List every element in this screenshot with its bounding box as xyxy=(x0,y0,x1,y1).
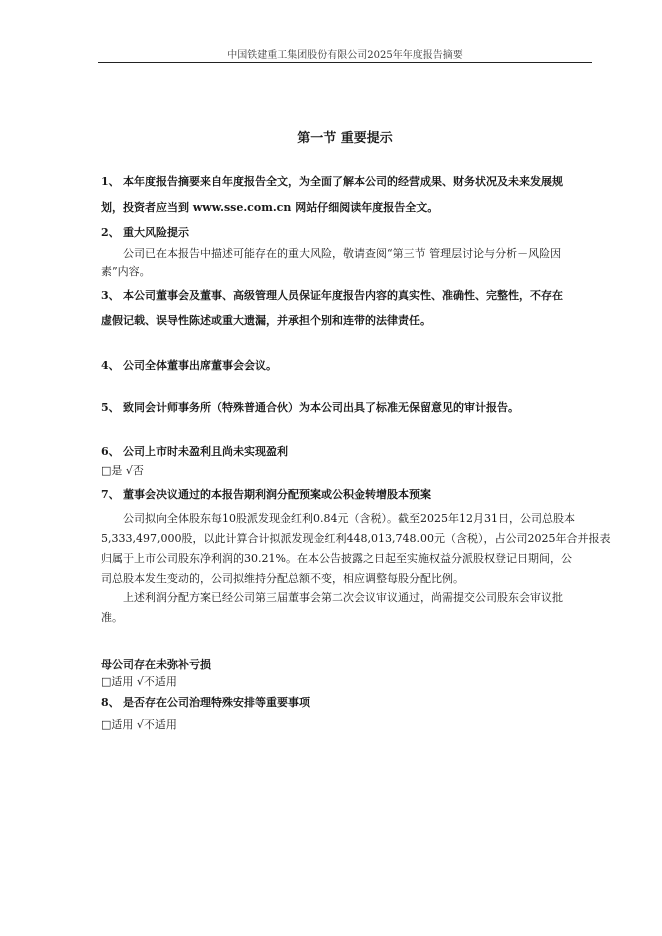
item-4 xyxy=(101,357,593,374)
item-6-options: □是 √否 xyxy=(101,464,144,477)
section-title: 第一节 重要提示 xyxy=(297,131,393,146)
item-3-number: 3、 xyxy=(101,289,120,302)
item-4-text: 公司全体董事出席董事会会议。 xyxy=(123,359,277,372)
item-7-title: 董事会决议通过的本报告期利润分配预案或公积金转增股本预案 xyxy=(123,488,431,501)
item-6-title: 公司上市时未盈利且尚未实现盈利 xyxy=(123,445,288,458)
item-3-line-1 xyxy=(101,287,593,304)
parent-loss-options: □适用 √不适用 xyxy=(101,675,177,688)
item-1-text-1: 本年度报告摘要来自年度报告全文，为全面了解本公司的经营成果、财务状况及未来发展规 xyxy=(123,175,563,188)
item-7-para-2-line-1: 上述利润分配方案已经公司第三届董事会第二次会议审议通过，尚需提交公司股东会审议批 xyxy=(123,591,563,604)
parent-loss-heading: 母公司存在未弥补亏损 xyxy=(101,658,211,671)
item-1-number: 1、 xyxy=(101,175,120,188)
item-2-body-line-1: 公司已在本报告中描述可能存在的重大风险，敬请查阅“第三节 管理层讨论与分析－风险因 xyxy=(123,247,562,260)
item-7-number: 7、 xyxy=(101,488,120,501)
item-8-number: 8、 xyxy=(101,696,120,709)
item-6-heading xyxy=(101,443,593,460)
item-5 xyxy=(101,399,593,416)
item-3-line-2: 虚假记载、误导性陈述或重大遗漏，并承担个别和连带的法律责任。 xyxy=(101,314,431,327)
item-4-number: 4、 xyxy=(101,359,120,372)
item-8-heading xyxy=(101,694,593,711)
item-8-options: □适用 √不适用 xyxy=(101,718,177,731)
item-6-number: 6、 xyxy=(101,445,120,458)
item-7-para-1-line-4: 司总股本发生变动的，公司拟维持分配总额不变，相应调整每股分配比例。 xyxy=(101,572,464,585)
report-header: 中国铁建重工集团股份有限公司2025年年度报告摘要 xyxy=(227,50,463,61)
item-7-para-2-line-2: 准。 xyxy=(101,611,123,624)
item-7-para-1-line-3: 归属于上市公司股东净利润的30.21%。在本公告披露之日起至实施权益分派股权登记日期间，公 xyxy=(101,552,572,565)
item-8-title: 是否存在公司治理特殊安排等重要事项 xyxy=(123,696,310,709)
header-divider xyxy=(98,62,592,63)
item-7-para-1-line-1: 公司拟向全体股东每10股派发现金红利0.84元（含税）。截至2025年12月31日，公司总股本 xyxy=(123,512,575,525)
item-7-para-1-line-2: 5,333,497,000股，以此计算合计拟派发现金红利448,013,748.00元（含税），占公司2025年合并报表 xyxy=(101,532,611,545)
item-5-number: 5、 xyxy=(101,401,120,414)
item-7-heading xyxy=(101,486,593,503)
item-2-title: 重大风险提示 xyxy=(123,226,189,239)
item-2-body-line-2: 素”内容。 xyxy=(101,265,151,278)
item-1-line-1 xyxy=(101,173,593,190)
item-2-number: 2、 xyxy=(101,226,120,239)
item-3-text-1: 本公司董事会及董事、高级管理人员保证年度报告内容的真实性、准确性、完整性，不存在 xyxy=(123,289,563,302)
item-2-heading xyxy=(101,224,593,241)
item-5-text: 致同会计师事务所（特殊普通合伙）为本公司出具了标准无保留意见的审计报告。 xyxy=(123,401,519,414)
item-1-line-2: 划，投资者应当到 www.sse.com.cn 网站仔细阅读年度报告全文。 xyxy=(101,201,439,214)
